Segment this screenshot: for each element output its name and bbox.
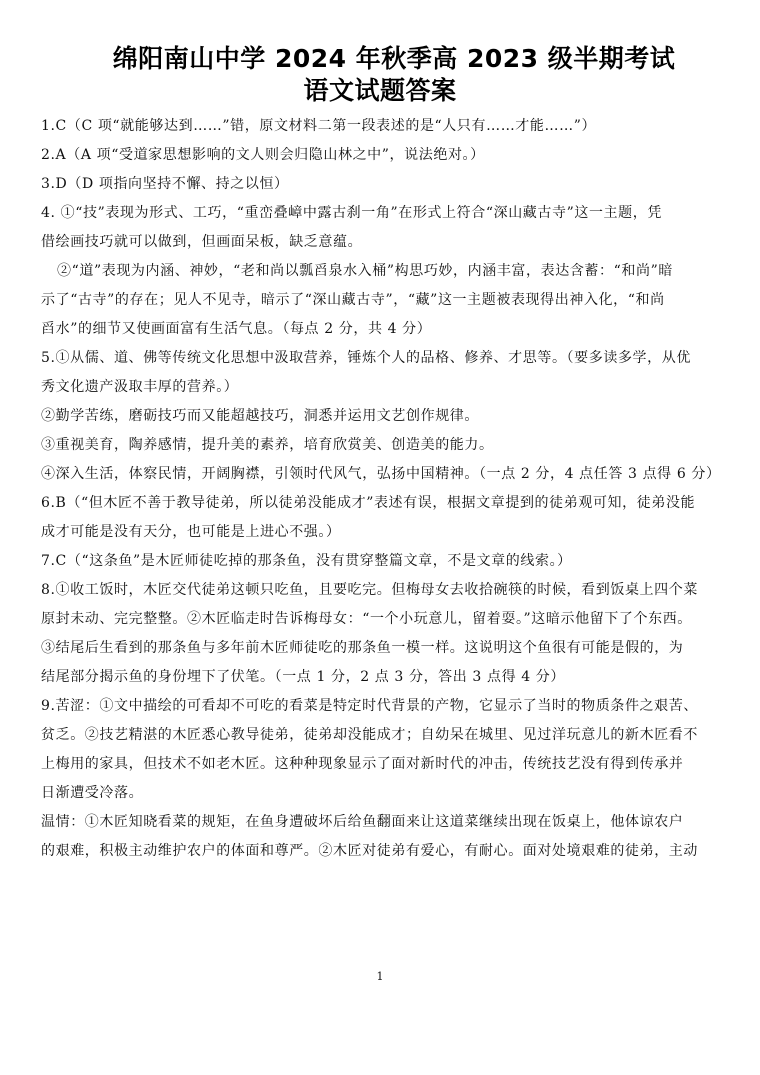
answer-line: 6.B（“但木匠不善于教导徒弟，所以徒弟没能成才”表述有误，根据文章提到的徒弟观可知，徒弟没能 [41,495,696,511]
answer-line: 的艰难，积极主动维护农户的体面和尊严。②木匠对徒弟有爱心，有耐心。面对处境艰难的徒弟，主动 [41,843,698,859]
answer-line: 日渐遭受冷落。 [41,785,144,801]
answer-line: 2.A（A 项“受道家思想影响的文人则会归隐山林之中”，说法绝对。） [41,147,485,163]
answer-line: 成才可能是没有天分，也可能是上进心不强。） [41,524,341,540]
answer-line: 3.D（D 项指向坚持不懈、持之以恒） [41,176,289,192]
answer-line: 9.苦涩：①文中描绘的可看却不可吃的看菜是特定时代背景的产物，它显示了当时的物质条件之艰苦、 [41,698,698,714]
exam-title: 绵阳南山中学 2024 年秋季高 2023 级半期考试 [112,44,676,73]
answer-content [41,112,721,866]
answer-line: 5.①从儒、道、佛等传统文化思想中汲取营养，锤炼个人的品格、修养、才思等。（要多读多学，从优 [41,350,691,366]
answer-line: 8.①收工饭时，木匠交代徒弟这顿只吃鱼，且要吃完。但梅母女去收拾碗筷的时候，看到饭桌上四个菜 [41,582,698,598]
exam-subtitle: 语文试题答案 [303,76,457,105]
answer-line: 7.C（“这条鱼”是木匠师徒吃掉的那条鱼，没有贯穿整篇文章，不是文章的线索。） [41,553,572,569]
answer-line: 上梅用的家具，但技术不如老木匠。这种种现象显示了面对新时代的冲击，传统技艺没有得到传承并 [41,756,684,772]
answer-line: ③结尾后生看到的那条鱼与多年前木匠师徒吃的那条鱼一模一样。这说明这个鱼很有可能是假的，为 [41,640,684,656]
answer-line: ②“道”表现为内涵、神妙，“老和尚以瓢舀泉水入桶”构思巧妙，内涵丰富，表达含蓄：“和尚”暗 [57,263,673,279]
answer-line: 1.C（C 项“就能够达到……”错，原文材料二第一段表述的是“人只有……才能……”） [41,118,597,134]
answer-line: ④深入生活，体察民情，开阔胸襟，引领时代风气，弘扬中国精神。（一点 2 分，4 点任答 3 点得 6 分） [41,466,721,482]
answer-line: 4. ①“技”表现为形式、工巧，“重峦叠嶂中露古刹一角”在形式上符合“深山藏古寺”这一主题，凭 [41,205,662,221]
answer-line: 示了“古寺”的存在；见人不见寺，暗示了“深山藏古寺”，“藏”这一主题被表现得出神入化，“和尚 [41,292,665,308]
answer-line: 贫乏。②技艺精湛的木匠悉心教导徒弟，徒弟却没能成才；自幼呆在城里、见过洋玩意儿的新木匠看不 [41,727,698,743]
answer-line: 温情：①木匠知晓看菜的规矩，在鱼身遭破坏后给鱼翻面来让这道菜继续出现在饭桌上，他体谅农户 [41,814,684,830]
page-number: 1 [376,970,384,983]
answer-line: 秀文化遗产汲取丰厚的营养。） [41,379,239,395]
answer-line: 借绘画技巧就可以做到，但画面呆板，缺乏意蕴。 [41,234,363,250]
answer-line: ③重视美育，陶养感情，提升美的素养，培育欣赏美、创造美的能力。 [41,437,494,453]
answer-line: 结尾部分揭示鱼的身份埋下了伏笔。（一点 1 分，2 点 3 分，答出 3 点得 4 分） [41,669,565,685]
answer-line: ②勤学苦练，磨砺技巧而又能超越技巧，洞悉并运用文艺创作规律。 [41,408,479,424]
answer-line: 原封未动、完完整整。②木匠临走时告诉梅母女：“一个小玩意儿，留着耍。”这暗示他留下了个东西。 [41,611,692,627]
answer-line: 舀水”的细节又使画面富有生活气息。（每点 2 分，共 4 分） [41,321,432,337]
